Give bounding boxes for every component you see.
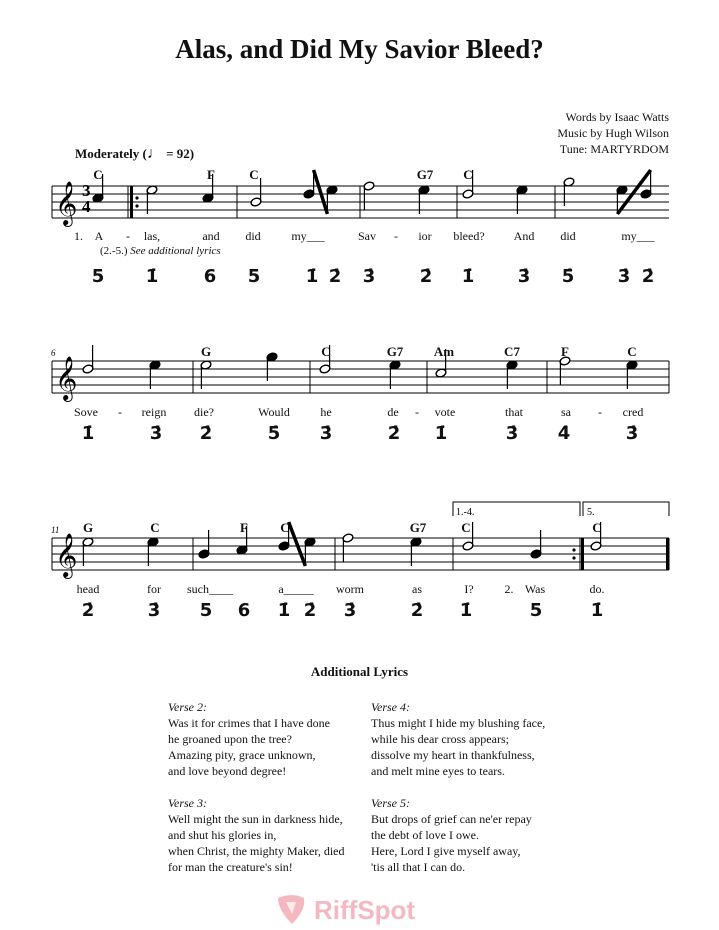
treble-clef-icon: 𝄞 (55, 533, 78, 577)
lyric-syllable: vote (434, 405, 456, 419)
lyric-syllable: as (412, 582, 422, 596)
verse-label: Verse 3: (168, 796, 207, 810)
lyric-syllable: - (118, 405, 122, 419)
lyric-syllable: Sove (74, 405, 98, 419)
harmonica-tab: 3̇ (343, 600, 357, 621)
ending-first-label: 1.-4. (456, 507, 475, 518)
lyric-syllable: do. (589, 582, 605, 596)
verse-line: 'tis all that I can do. (371, 860, 466, 874)
harmonica-tab: 3̇ (617, 266, 631, 287)
words-credit: Words by Isaac Watts (565, 110, 669, 124)
pick-icon (278, 895, 304, 924)
treble-clef-icon: 𝄞 (55, 181, 78, 225)
harmonica-tab: 2̇ (641, 266, 655, 287)
verse-line: while his dear cross appears; (371, 732, 509, 746)
verse-label: Verse 4: (371, 700, 410, 714)
lyric-syllable: - (598, 405, 602, 419)
chord-symbol: Am (433, 344, 455, 359)
additional-lyrics-title: Additional Lyrics (310, 664, 409, 679)
chord-symbol: C (592, 520, 602, 535)
lyric-syllable: Sav (358, 229, 376, 243)
lyric-syllable: And (513, 229, 535, 243)
tempo-value: = 92) (162, 146, 195, 161)
lyric-syllable: - (394, 229, 398, 243)
verse-line: dissolve my heart in thankfulness, (371, 748, 535, 762)
chord-symbol: C (463, 167, 473, 182)
quarter-note-icon: ♩ (146, 145, 163, 162)
harmonica-tab: 3̇ (362, 266, 376, 287)
chord-symbol: C (280, 520, 290, 535)
chord-symbol: C (321, 344, 331, 359)
logo-text: RiffSpot (314, 895, 416, 925)
lyric-syllable: - (415, 405, 419, 419)
lyric-syllable: I? (464, 582, 474, 596)
verse-number: 1. (74, 229, 83, 243)
harmonica-tab: 5 (199, 600, 213, 621)
lyric-syllable: Would (258, 405, 290, 419)
chord-symbol: G (82, 520, 94, 535)
chord-symbol: C (249, 167, 259, 182)
staff-lines (52, 186, 669, 218)
lyric-syllable: did (560, 229, 576, 243)
lyric-syllable: 2. (504, 582, 514, 596)
verse-line: when Christ, the mighty Maker, died (168, 844, 345, 858)
verse-4 (371, 699, 545, 779)
harmonica-tab: 1̇ (81, 423, 95, 444)
lyric-syllable: - (126, 229, 130, 243)
harmonica-tab: 5 (247, 266, 261, 287)
harmonica-tab: 1̇ (305, 266, 319, 287)
harmonica-tab: 5̇ (561, 266, 575, 287)
harmonica-tab: 2̇ (303, 600, 317, 621)
lyric-syllable: cred (622, 405, 644, 419)
treble-clef-icon: 𝄞 (55, 356, 78, 400)
chord-symbol: G7 (409, 520, 427, 535)
chord-symbol: C7 (504, 344, 520, 359)
lyric-syllable: he (320, 405, 332, 419)
lyric-syllable: de (387, 405, 399, 419)
verse-line: Here, Lord I give myself away, (371, 844, 521, 858)
harmonica-tab: 3̇ (149, 423, 163, 444)
verse-5 (371, 795, 532, 875)
chord-symbol: F (561, 344, 569, 359)
chord-symbol: C (93, 167, 103, 182)
harmonica-tab: 2̇ (199, 423, 213, 444)
chord-symbol: C (461, 520, 471, 535)
harmonica-tab: 2̇ (387, 423, 401, 444)
verse-3 (168, 795, 345, 875)
lyric-syllable: ior (418, 229, 432, 243)
verse-line: Well might the sun in darkness hide, (168, 812, 343, 826)
tune-credit: Tune: MARTYRDOM (559, 142, 669, 156)
chord-symbol: G (200, 344, 212, 359)
lyric-syllable: worm (336, 582, 364, 596)
subverse-note (100, 245, 221, 257)
harmonica-tab: 2̇ (328, 266, 342, 287)
lyric-syllable: and (202, 229, 220, 243)
harmonica-tab: 5 (529, 600, 543, 621)
lyric-syllable: did (245, 229, 261, 243)
verse-label: Verse 2: (168, 700, 207, 714)
second-ending-bracket (583, 502, 669, 516)
subverse-number: (2.-5.) (100, 245, 128, 257)
lyric-syllable: sa (561, 405, 571, 419)
verse-line: Amazing pity, grace unknown, (168, 748, 316, 762)
staff-lines (52, 361, 669, 393)
harmonica-tab: 3̇ (319, 423, 333, 444)
harmonica-tab: 2̇ (419, 266, 433, 287)
lyric-syllable: for (147, 582, 161, 596)
chord-symbol: G7 (416, 167, 434, 182)
harmonica-tab: 5 (91, 266, 105, 287)
song-title: Alas, and Did My Savior Bleed? (175, 34, 544, 64)
chord-symbol: C (150, 520, 160, 535)
verse-line: he groaned upon the tree? (168, 732, 292, 746)
harmonica-tab: 2̇ (410, 600, 424, 621)
harmonica-tab: 4̇ (557, 423, 571, 444)
verse-line: But drops of grief can ne'er repay (371, 812, 532, 826)
lyric-syllable: that (505, 405, 523, 419)
time-sig-bottom: 4 (82, 197, 91, 216)
measure-number-11: 11 (51, 525, 60, 535)
music-credit: Music by Hugh Wilson (557, 126, 669, 140)
harmonica-tab: 1̇ (277, 600, 291, 621)
harmonica-tab: 1̇ (459, 600, 473, 621)
verse-line: and melt mine eyes to tears. (371, 764, 505, 778)
verse-line: Was it for crimes that I have done (168, 716, 330, 730)
harmonica-tab: 1̇ (590, 600, 604, 621)
lyric-syllable: reign (141, 405, 167, 419)
tempo-label: Moderately ( (75, 146, 147, 161)
verse-line: for man the creature's sin! (168, 860, 293, 874)
harmonica-tab: 3̇ (625, 423, 639, 444)
lyric-syllable: bleed? (453, 229, 485, 243)
measure-number-6: 6 (51, 348, 56, 358)
verse-label: Verse 5: (371, 796, 410, 810)
lyric-syllable: my___ (621, 229, 655, 243)
lyric-syllable: die? (194, 405, 214, 419)
harmonica-tab: 1̇ (434, 423, 448, 444)
harmonica-tab: 1̇ (145, 266, 159, 287)
chord-symbol: F (207, 167, 215, 182)
harmonica-tab: 3̇ (517, 266, 531, 287)
lyric-syllable: Was (524, 582, 546, 596)
lyric-syllable: las, (143, 229, 161, 243)
harmonica-tab: 1̇ (461, 266, 475, 287)
riffspot-logo[interactable] (272, 892, 452, 928)
ending-second-label: 5. (587, 507, 595, 518)
lyric-syllable: a_____ (278, 582, 314, 596)
lyric-syllable: A (94, 229, 104, 243)
lyric-syllable: head (76, 582, 100, 596)
verse-line: and shut his glories in, (168, 828, 277, 842)
subverse-text: See additional lyrics (130, 245, 221, 257)
verse-line: the debt of love I owe. (371, 828, 479, 842)
verse-line: and love beyond degree! (168, 764, 287, 778)
harmonica-tab: 5̇ (267, 423, 281, 444)
chord-symbol: G7 (386, 344, 404, 359)
staff-lines (52, 538, 669, 570)
chord-symbol: F (240, 520, 248, 535)
verse-line: Thus might I hide my blushing face, (371, 716, 546, 730)
harmonica-tab: 6 (203, 266, 217, 287)
lyric-syllable: such____ (187, 582, 233, 596)
harmonica-tab: 3̇ (505, 423, 519, 444)
harmonica-tab: 3̇ (147, 600, 161, 621)
time-sig-top: 3 (82, 181, 91, 200)
verse-2 (168, 699, 330, 779)
chord-symbol: C (627, 344, 637, 359)
harmonica-tab: 2̇ (81, 600, 95, 621)
lyric-syllable: my___ (291, 229, 325, 243)
harmonica-tab: 6 (237, 600, 251, 621)
